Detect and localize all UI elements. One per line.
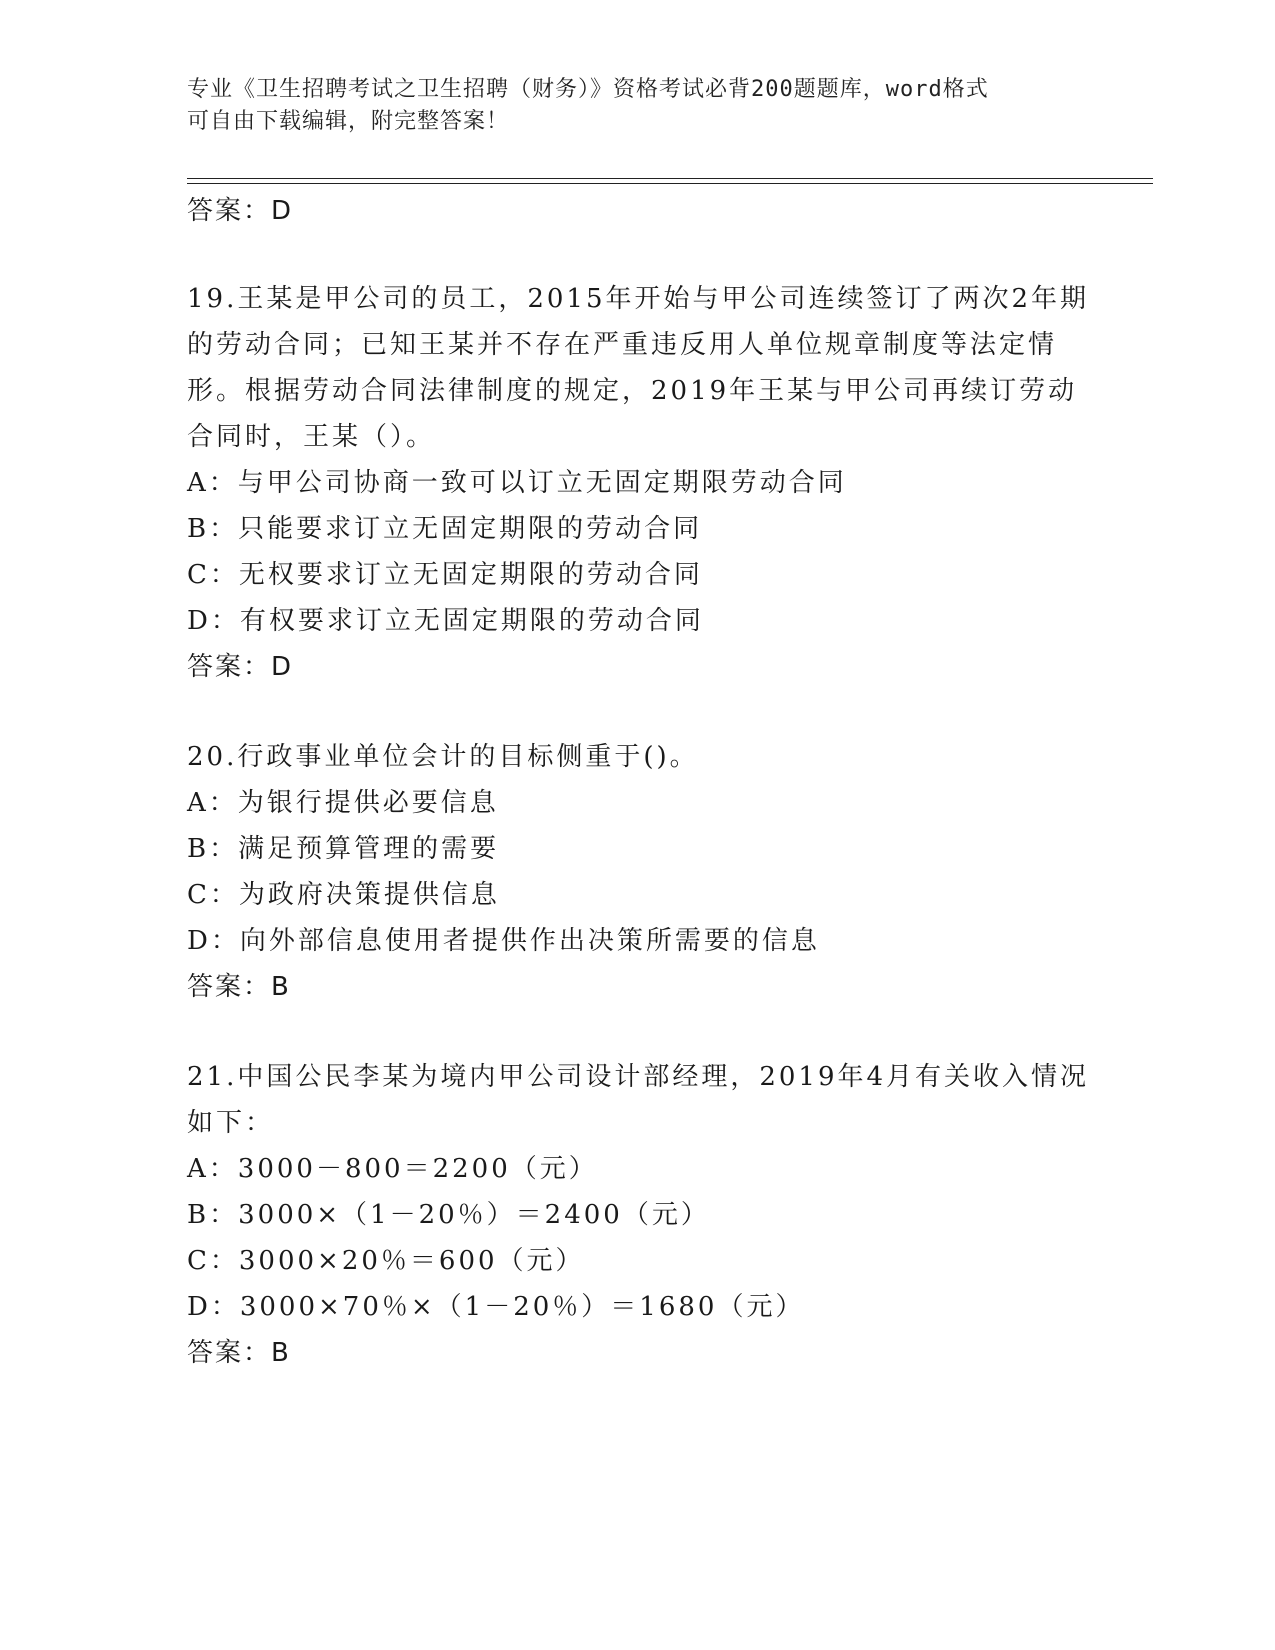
question-stem: 19.王某是甲公司的员工，2015年开始与甲公司连续签订了两次2年期 xyxy=(187,284,1090,314)
option-a: A：3000－800＝2200（元） xyxy=(187,1154,598,1184)
option-d: D：有权要求订立无固定期限的劳动合同 xyxy=(187,606,704,636)
question-item xyxy=(187,1054,1090,1376)
answer-line: 答案：B xyxy=(187,1338,291,1368)
question-stem: 合同时，王某（）。 xyxy=(187,422,436,452)
answer-line: 答案：D xyxy=(187,652,294,682)
header-line-2: 可自由下载编辑，附完整答案！ xyxy=(187,109,510,134)
option-c: C：3000×20％＝600（元） xyxy=(187,1246,585,1276)
question-stem: 20.行政事业单位会计的目标侧重于()。 xyxy=(187,742,699,772)
question-list xyxy=(187,188,1090,1376)
option-d: D：3000×70％×（1－20％）＝1680（元） xyxy=(187,1292,805,1322)
option-c: C：为政府决策提供信息 xyxy=(187,880,500,910)
question-stem: 如下： xyxy=(187,1108,275,1138)
header-divider-bottom xyxy=(187,183,1153,184)
header-divider-top xyxy=(187,178,1153,179)
answer-line: 答案：B xyxy=(187,972,291,1002)
option-a: A：为银行提供必要信息 xyxy=(187,788,499,818)
question-stem: 形。根据劳动合同法律制度的规定，2019年王某与甲公司再续订劳动 xyxy=(187,376,1078,406)
option-d: D：向外部信息使用者提供作出决策所需要的信息 xyxy=(187,926,820,956)
question-stem: 21.中国公民李某为境内甲公司设计部经理，2019年4月有关收入情况 xyxy=(187,1062,1090,1092)
answer-line: 答案：D xyxy=(187,196,294,226)
header-line-1: 专业《卫生招聘考试之卫生招聘（财务）》资格考试必背200题题库，word格式 xyxy=(187,77,989,102)
question-stem: 的劳动合同；已知王某并不存在严重违反用人单位规章制度等法定情 xyxy=(187,330,1058,360)
option-b: B：3000×（1－20％）＝2400（元） xyxy=(187,1200,710,1230)
document-header xyxy=(187,74,1087,138)
question-item xyxy=(187,276,1090,690)
option-b: B：满足预算管理的需要 xyxy=(187,834,500,864)
question-item xyxy=(187,734,1087,1010)
option-c: C：无权要求订立无固定期限的劳动合同 xyxy=(187,560,703,590)
option-a: A：与甲公司协商一致可以订立无固定期限劳动合同 xyxy=(187,468,847,498)
option-b: B：只能要求订立无固定期限的劳动合同 xyxy=(187,514,703,544)
